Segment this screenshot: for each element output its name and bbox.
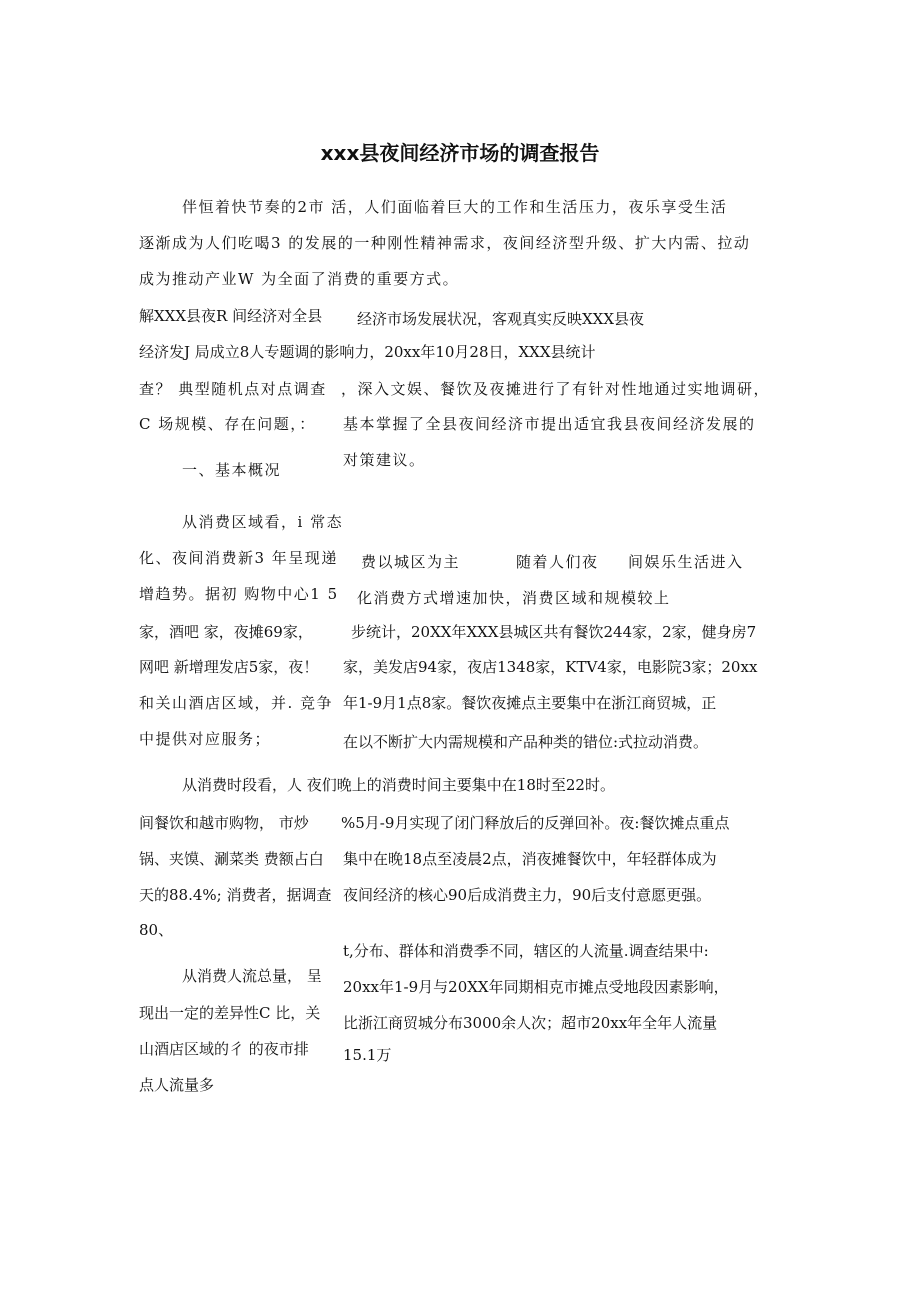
page-title: xxx县夜间经济市场的调查报告 <box>320 141 600 165</box>
body-line: 增趋势。据初 购物中心1 5 <box>139 585 339 603</box>
body-line: 查？ 典型随机点对点调查 <box>139 380 327 398</box>
body-line: 锅、夹馍、涮菜类 费额占白 <box>139 850 324 868</box>
body-line: 间娱乐生活进入 <box>628 553 744 571</box>
body-line: 从消费时段看，人 夜们晚上的消费时间主要集中在18时至22时。 <box>182 776 615 794</box>
body-line: 化消费方式增速加快，消费区域和规模较上 <box>357 589 671 607</box>
body-line: t,分布、群体和消费季不同，辖区的人流量.调查结果中: <box>343 942 709 960</box>
body-line: 家，美发店94家，夜店1348家，KTV4家，电影院3家；20xx <box>343 658 758 676</box>
body-line: 逐渐成为人们吃喝3 的发展的一种刚性精神需求，夜间经济型升级、扩大内需、拉动 <box>139 234 751 252</box>
body-line: 随着人们夜 <box>516 553 599 571</box>
body-line: %5月-9月实现了闭门释放后的反弹回补。夜:餐饮摊点重点 <box>341 814 730 832</box>
body-line: 和关山酒店区域，并. 竞争 <box>139 694 334 712</box>
body-line: 费以城区为主 <box>361 553 461 571</box>
body-line: 伴恒着快节奏的2市 活，人们面临着巨大的工作和生活压力，夜乐享受生活 <box>182 198 728 216</box>
body-line: 集中在晚18点至凌晨2点，消夜摊餐饮中，年轻群体成为 <box>343 850 717 868</box>
body-line: 从消费人流总量， 呈 <box>182 967 322 985</box>
body-line: ，深入文娱、餐饮及夜摊进行了有针对性地通过实地调研， <box>341 380 771 398</box>
section-heading: 一、基本概况 <box>182 461 282 479</box>
body-line: 网吧 新增理发店5家，夜！ <box>139 658 319 676</box>
body-line: 现出一定的差异性C 比，关 <box>139 1004 321 1022</box>
body-line: 年1-9月1点8家。餐饮夜摊点主要集中在浙江商贸城，正 <box>343 694 717 712</box>
body-line: 80、 <box>139 921 174 939</box>
body-line: 经济市场发展状况，客观真实反映XXX县夜 <box>357 310 645 328</box>
body-line: 15.1万 <box>343 1046 392 1064</box>
body-line: 山酒店区域的彳 的夜市排 <box>139 1040 309 1058</box>
body-line: 成为推动产业W 为全面了消费的重要方式。 <box>139 270 460 288</box>
body-line: 对策建议。 <box>343 451 426 469</box>
body-line: 中提供对应服务； <box>139 730 272 748</box>
body-line: 解XXX县夜R 间经济对全县 <box>139 307 323 325</box>
body-line: 20xx年1-9月与20XX年同期相克市摊点受地段因素影响， <box>343 978 729 996</box>
body-line: 步统计，20XX年XXX县城区共有餐饮244家，2家，健身房7 <box>351 623 757 641</box>
body-line: 家，酒吧 家，夜摊69家， <box>139 623 313 641</box>
body-line: 经济发J 局成立8人专题调的影响力，20xx年10月28日，XXX县统计 <box>139 343 596 361</box>
body-line: 在以不断扩大内需规模和产品种类的错位:式拉动消费。 <box>343 733 709 751</box>
body-line: 比浙江商贸城分布3000余人次；超市20xx年全年人流量 <box>343 1014 718 1032</box>
body-line: C 场规模、存在问题，： <box>139 415 316 433</box>
body-line: 从消费区域看，i 常态 <box>182 513 344 531</box>
body-line: 基本掌握了全县夜间经济市提出适宜我县夜间经济发展的 <box>343 415 756 433</box>
body-line: 夜间经济的核心90后成消费主力，90后支付意愿更强。 <box>343 886 712 904</box>
body-line: 间餐饮和越市购物， 市炒 <box>139 814 309 832</box>
body-line: 点人流量多 <box>139 1076 215 1094</box>
body-line: 化、夜间消费新3 年呈现递 <box>139 549 338 567</box>
body-line: 天的88.4%; 消费者，据调查 <box>139 886 332 904</box>
